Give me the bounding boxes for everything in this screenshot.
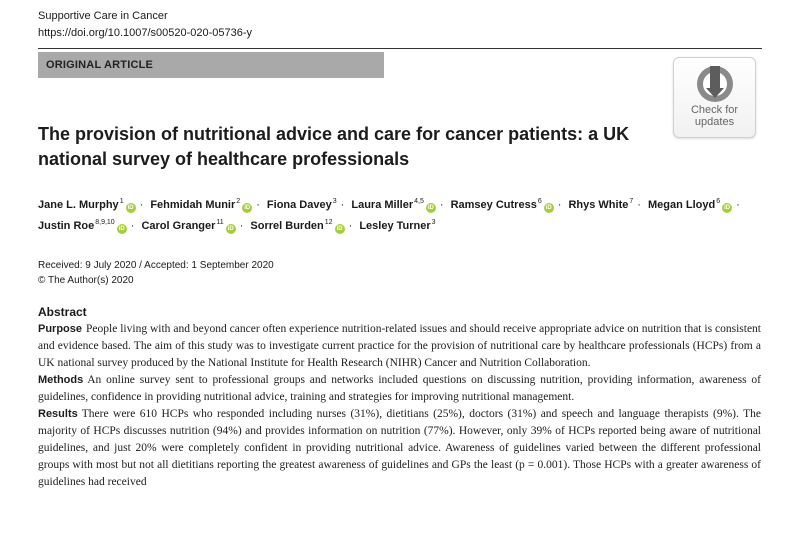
author-separator: ·: [557, 199, 562, 211]
author-separator: ·: [130, 220, 135, 232]
abstract-section-label: Methods: [38, 374, 84, 386]
article-dates: [38, 258, 274, 288]
author-name: Fehmidah Munir: [150, 199, 236, 211]
author-affiliation: 3: [332, 198, 337, 205]
orcid-icon[interactable]: iD: [336, 226, 343, 232]
author-name: Lesley Turner: [359, 220, 431, 232]
author[interactable]: [267, 199, 337, 211]
author-affiliation: 2: [236, 198, 241, 205]
abstract-section-text: There were 610 HCPs who responded including nurses (31%), dietitians (25%), doctors (31%) and speech and language therapists (9%). The majority of HCPs discusses nutrition (94%) and provides information on nutrition (77%). However, only 39% of HCPs reported being aware of nutritional guidelines, and just 20% were completely confident in providing nutritional advice. Awareness of guidelines varied between the different professional groups with most but not all dietitians reporting the greatest awareness of guidelines and GPs the least (p = 0.001). Those HCPs with a greater awareness of guidelines had received: [38, 408, 761, 488]
author-affiliation: 3: [431, 219, 436, 226]
author-name: Justin Roe: [38, 220, 95, 232]
author-separator: ·: [439, 199, 444, 211]
journal-header: [38, 8, 252, 42]
abstract-section-text: An online survey sent to professional groups and networks included questions on discussing nutrition, providing information, awareness of guidelines, confidence in providing nutritional advice, training and strategies for improving nutritional management.: [38, 374, 761, 403]
abstract-section-purpose: [38, 321, 761, 372]
abstract-section-text: People living with and beyond cancer often experience nutrition-related issues and should receive appropriate advice on nutrition that is consistent and evidence based. The aim of this study was to investigate current practice for the provision of nutritional care by healthcare professionals (HCPs) from a UK national survey produced by the National Institute for Health Research (NIHR) Cancer and Nutrition Collaboration.: [38, 323, 761, 369]
author-name: Rhys White: [568, 199, 629, 211]
author[interactable]: [568, 199, 633, 211]
author[interactable]: [351, 199, 435, 211]
article-title: The provision of nutritional advice and care for cancer patients: a UK national survey of healthcare professionals: [38, 124, 630, 169]
author-affiliation: 7: [629, 198, 634, 205]
author-name: Megan Lloyd: [648, 199, 716, 211]
abstract-section-label: Results: [38, 408, 78, 420]
author[interactable]: [359, 220, 435, 232]
abstract-heading: Abstract: [38, 305, 87, 319]
author-name: Laura Miller: [351, 199, 414, 211]
orcid-icon[interactable]: iD: [118, 226, 125, 232]
article-type-label: ORIGINAL ARTICLE: [38, 52, 384, 78]
abstract-section-label: Purpose: [38, 323, 83, 335]
author[interactable]: [38, 199, 136, 211]
orcid-icon[interactable]: iD: [427, 205, 434, 211]
check-for-updates-icon: [692, 64, 738, 104]
doi-link[interactable]: https://doi.org/10.1007/s00520-020-05736-y: [38, 27, 253, 39]
orcid-icon[interactable]: iD: [244, 205, 251, 211]
author[interactable]: [38, 220, 127, 232]
abstract-body: [38, 321, 761, 491]
check-for-updates-button[interactable]: [673, 57, 756, 138]
author-name: Carol Granger: [141, 220, 216, 232]
received-accepted-dates: Received: 9 July 2020 / Accepted: 1 September 2020: [38, 260, 274, 271]
check-for-updates-line2: updates: [694, 116, 735, 128]
author-affiliation: 11: [216, 219, 224, 226]
author[interactable]: [141, 220, 235, 232]
author[interactable]: [250, 220, 344, 232]
author[interactable]: [150, 199, 252, 211]
author-separator: ·: [340, 199, 345, 211]
orcid-icon[interactable]: iD: [227, 226, 234, 232]
author-separator: ·: [348, 220, 353, 232]
author-affiliation: 1: [119, 198, 124, 205]
check-for-updates-line1: Check for: [690, 104, 739, 116]
orcid-icon[interactable]: iD: [724, 205, 731, 211]
author-separator: ·: [239, 220, 244, 232]
author-separator: ·: [256, 199, 260, 211]
orcid-icon[interactable]: iD: [545, 205, 552, 211]
abstract-section-methods: [38, 372, 761, 406]
author-separator: ·: [139, 199, 144, 211]
author-name: Fiona Davey: [266, 199, 332, 211]
author-name: Ramsey Cutress: [450, 199, 537, 211]
author[interactable]: [451, 199, 554, 211]
abstract-section-results: [38, 406, 761, 491]
journal-name: Supportive Care in Cancer: [38, 10, 168, 22]
author-affiliation: 4,5: [414, 198, 424, 205]
author-affiliation: 6: [537, 198, 542, 205]
orcid-icon[interactable]: iD: [127, 205, 134, 211]
header-rule: [38, 48, 762, 49]
author[interactable]: [648, 199, 732, 211]
author-separator: ·: [736, 199, 740, 211]
author-affiliation: 12: [324, 219, 333, 226]
author-affiliation: 8,9,10: [95, 219, 115, 226]
author-name: Jane L. Murphy: [38, 199, 119, 211]
author-affiliation: 6: [716, 198, 721, 205]
author-separator: ·: [637, 199, 641, 211]
author-list: [38, 193, 773, 235]
author-name: Sorrel Burden: [250, 220, 324, 232]
copyright-notice: © The Author(s) 2020: [38, 275, 134, 286]
